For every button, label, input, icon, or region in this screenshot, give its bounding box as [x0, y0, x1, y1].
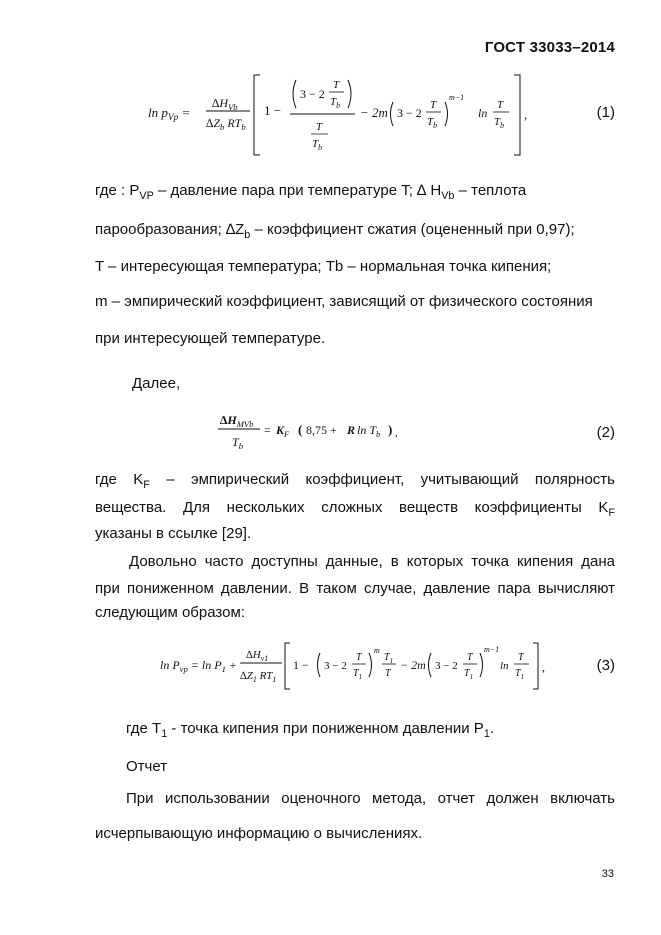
text-line: при пониженном давлении. В таком случае, давление пара вычисляют: [95, 580, 615, 597]
svg-text:1 −: 1 −: [264, 103, 282, 118]
equation-1: [148, 70, 478, 164]
svg-text:,: ,: [524, 107, 528, 122]
svg-text:=: =: [264, 423, 271, 437]
svg-text:T: T: [430, 99, 437, 111]
svg-text:3 − 2: 3 − 2: [324, 660, 347, 672]
svg-text:,: ,: [395, 427, 398, 439]
svg-text:m−1: m−1: [449, 93, 465, 102]
equation-3-number: (3): [596, 657, 615, 674]
svg-text:Tb: $T_b$: [330, 96, 341, 110]
svg-text:T1: $T_1$: [353, 668, 363, 681]
equation-1-number: (1): [596, 104, 615, 121]
equation-2: [214, 407, 404, 461]
svg-text:T: T: [333, 79, 340, 91]
svg-text:T: T: [467, 652, 473, 663]
equation-3-formula: [160, 633, 500, 695]
svg-text:Tb: $T_b$: [427, 116, 438, 130]
equation-3-formula-tail: [500, 633, 560, 695]
equation-1-formula: [148, 70, 478, 160]
svg-text:3 − 2: 3 − 2: [435, 660, 458, 672]
svg-text:m−1: m−1: [484, 645, 500, 654]
svg-text:R: R: [347, 423, 356, 437]
svg-text:T: T: [356, 652, 362, 663]
svg-text:T: T: [518, 652, 524, 663]
svg-text:1 −: 1 −: [293, 658, 309, 672]
svg-text:Tb: $T_b$: [232, 435, 243, 451]
section-heading: Отчет: [126, 758, 168, 775]
svg-text:8,75 +: 8,75 +: [306, 423, 337, 437]
text-line: исчерпывающую информацию о вычислениях.: [95, 825, 423, 842]
svg-text:3 − 2: 3 − 2: [300, 87, 325, 101]
svg-text:ln: ln: [478, 106, 488, 120]
svg-text:KF: $K_F$: [276, 423, 290, 439]
svg-text:m: m: [374, 646, 380, 655]
svg-text:T1: $T_1$: [515, 668, 525, 681]
equation-1-formula-tail: [478, 70, 558, 160]
text-line: вещества. Для нескольких сложных веществ коэффициенты $K_F$: [95, 499, 615, 519]
svg-text:ln: ln: [500, 660, 509, 672]
text-line: указаны в ссылке [29].: [95, 525, 252, 542]
svg-text:T: T: [497, 99, 504, 111]
svg-text:,: ,: [542, 660, 545, 674]
svg-text:∆HMVb: $\Delta H_{MVb}$: [220, 413, 254, 429]
svg-text:T1: $T_1$: [384, 652, 394, 665]
page-number: 33: [601, 868, 614, 880]
text-line: где $T_1$ - точка кипения при пониженном давлении $P_1$.: [126, 720, 494, 740]
svg-text:(: (: [298, 422, 303, 437]
svg-text:ln Tb: $\ln T_b$: [357, 423, 381, 439]
equation-1-tail: [478, 70, 558, 164]
svg-text:− 2m: − 2m: [360, 105, 388, 120]
equation-2-formula: [214, 407, 404, 457]
svg-text:∆Hv1: $\Delta H_{v1}$: [246, 649, 269, 663]
text-line: где $K_F$ – эмпирический коэффициент, учитывающий полярность: [95, 471, 615, 491]
text-line: при интересующей температуре.: [95, 330, 326, 347]
text-line: парообразования; $\Delta Z_b$ – коэффициент сжатия (оцененный при 0,97);: [95, 221, 575, 241]
text-line: T – интересующая температура; Tb – нормальная точка кипения;: [95, 258, 552, 275]
svg-text:Tb: $T_b$: [494, 116, 505, 130]
svg-text:∆Zb RTb: $\Delta Z_b$ $RT_b$: [206, 116, 246, 132]
text-line: m – эмпирический коэффициент, зависящий от физического состояния: [95, 293, 593, 310]
svg-text:ln Pvp = ln P1 +: $\ln P_{vp} = \ln P_1$ +: [160, 658, 238, 674]
text-line: Далее,: [132, 375, 181, 392]
svg-text:ln pVp =: $\ln p_{Vp}$ =: [148, 105, 191, 123]
svg-text:Tb: $T_b$: [312, 138, 323, 152]
svg-text:T: T: [316, 121, 323, 133]
document-id: ГОСТ 33033–2014: [484, 39, 615, 56]
svg-text:T: T: [385, 668, 391, 679]
svg-text:∆HVb: $\Delta H_{Vb}$: [212, 96, 238, 112]
equation-3: [160, 633, 500, 699]
text-line: следующим образом:: [95, 604, 245, 621]
svg-text:3 − 2: 3 − 2: [397, 106, 422, 120]
text-line: При использовании оценочного метода, отчет должен включать: [126, 790, 615, 807]
svg-text:− 2m: − 2m: [400, 658, 426, 672]
svg-text:∆Z1 RT1: $\Delta Z_1$ $RT_1$: [240, 670, 277, 684]
svg-text:T1: $T_1$: [464, 668, 474, 681]
text-line: где : $P_{VP}$ – давление пара при температуре T; ∆ $H_{Vb}$ – теплота: [95, 182, 527, 202]
equation-3-tail: [500, 633, 560, 699]
equation-2-number: (2): [596, 424, 615, 441]
svg-text:): ): [388, 422, 393, 437]
text-line: Довольно часто доступны данные, в которых точка кипения дана: [129, 553, 615, 570]
